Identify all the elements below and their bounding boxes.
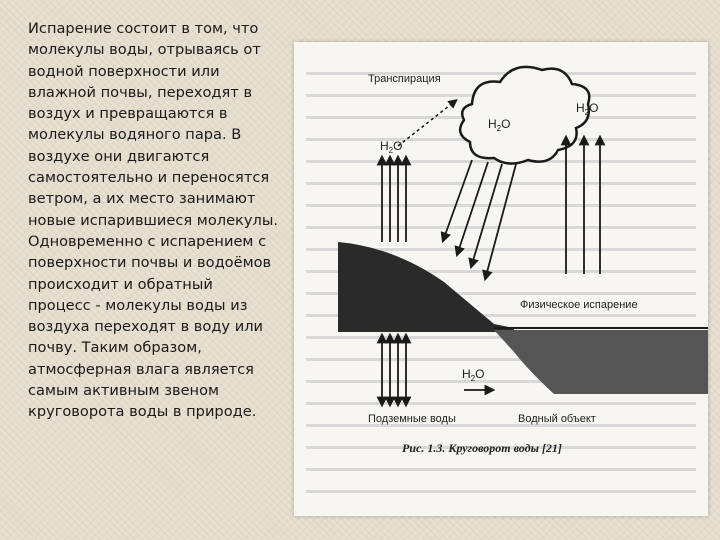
land-slope: [338, 242, 514, 332]
water-body-label: Водный объект: [518, 413, 596, 425]
cloud-h2o-label: $H_2O$: [488, 117, 511, 133]
groundwater-arrows: [382, 338, 406, 402]
soil-evaporation-arrows: [382, 160, 406, 242]
right-h2o-label: $H_2O$: [576, 101, 599, 117]
flow-h2o-label: $H_2O$: [462, 367, 485, 383]
figure-caption: Рис. 1.3. Круговорот воды [21]: [402, 441, 562, 455]
left-h2o-label: $H_2O$: [380, 139, 403, 155]
physical-evaporation-label: Физическое испарение: [520, 299, 638, 311]
groundwater-label: Подземные воды: [368, 413, 456, 425]
water-cycle-figure: [294, 42, 708, 516]
water-body: [494, 330, 708, 394]
precipitation-arrows: [444, 160, 516, 276]
description-text: Испарение состоит в том, что молекулы воды, отрываясь от водной поверхности или влажной почвы, переходят в воздух и превращаются в молекулы водяного пара. В воздухе они двигаются самостоятельно и переносятся ветром, а их место занимают новые испарившиеся молекулы. Одновременно с испарением с поверхности почвы и водоёмов происходит и обратный процесс - молекулы воды из воздуха переходят в воду или почву. Таким образом, атмосферная влага является самым активным звеном круговорота воды в природе.: [28, 20, 278, 421]
transpiration-label: Транспирация: [368, 73, 441, 85]
cloud-shape: [460, 67, 589, 164]
water-cycle-diagram: [294, 42, 708, 516]
